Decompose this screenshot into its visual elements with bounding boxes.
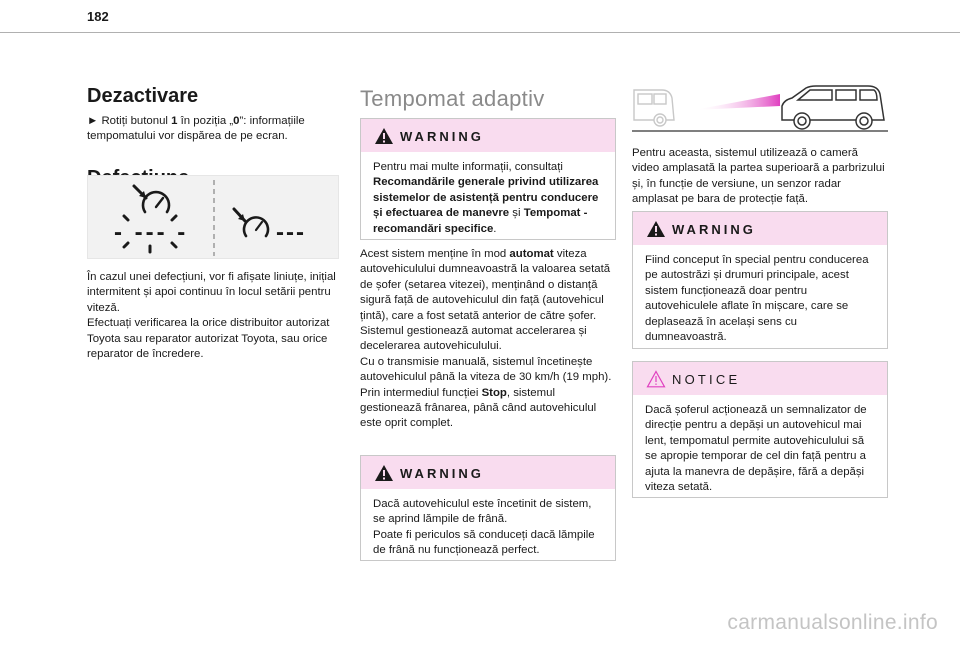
warning-header xyxy=(361,119,615,152)
body-para-1 xyxy=(360,247,616,355)
ego-vehicle-icon xyxy=(782,86,884,129)
warning-1-bold-b: Tempomat - recomandări specifice xyxy=(373,207,588,235)
warning-1-text-c: . xyxy=(493,222,497,235)
button-number: 1 xyxy=(171,115,178,127)
fault-para-2: Efectuați verificarea la orice distribuitor autorizat Toyota sau reparator autorizat Toyota, sau orice reparator de încredere. xyxy=(87,317,330,361)
warning-1-text-a: Pentru mai multe informații, consultați xyxy=(373,161,563,173)
notice-box xyxy=(632,361,888,498)
adaptive-cruise-body xyxy=(360,247,616,432)
warning-1-text xyxy=(373,160,605,237)
notice-text: Dacă șoferul acționează un semnalizator de direcție pentru a depăși un autovehicul mai lent, tempomatul permite autovehiculului să se apropie temporar de cel din față pentru a ajuta la manevra de depășire, fără a depăși viteza setată. xyxy=(645,404,867,494)
warning-box-2 xyxy=(360,455,616,561)
fault-dashes-left: - --- - xyxy=(114,219,189,246)
body-para-1-bold: automat xyxy=(509,248,554,260)
radar-camera-illustration xyxy=(632,80,888,134)
watermark: carmanualsonline.info xyxy=(727,611,938,634)
fault-dashes-right: --- xyxy=(276,219,306,246)
warning-triangle-icon xyxy=(374,464,394,482)
warning-header xyxy=(633,212,887,245)
warning-triangle-icon xyxy=(374,127,394,145)
deactivate-text xyxy=(87,114,343,145)
deactivate-text-c: ”: informațiile tempomatului vor dispărea de pe ecran. xyxy=(87,115,305,143)
arrow-marker: ► xyxy=(87,115,99,127)
deactivate-text-b: în poziția „ xyxy=(177,115,234,127)
adaptive-cruise-heading: Tempomat adaptiv xyxy=(360,86,545,111)
fault-text-block xyxy=(87,270,343,362)
warning-title: WARNING xyxy=(400,129,484,144)
fault-display-illustration xyxy=(88,176,340,260)
body-para-3-b: , sistemul gestionează frânarea, până când autovehiculul este oprit complet. xyxy=(360,386,597,430)
warning-triangle-icon xyxy=(646,220,666,238)
warning-1-text-b: și xyxy=(509,207,524,220)
warning-2-text-2: Poate fi periculos să conduceți dacă lămpile de frână nu funcționează perfect. xyxy=(373,528,595,557)
top-rule xyxy=(0,32,960,33)
fault-para-1: În cazul unei defecțiuni, vor fi afișate liniuțe, inițial intermitent și apoi continuu în locul setării pentru viteză. xyxy=(87,271,336,314)
body-para-1-b: viteza autovehiculului dumneavoastră la valoarea setată de șofer (setarea vitezei), menținând o distanță sigură față de autovehiculul din față (autovehicul țintă), care a fost setată anterior de către șofer. Sistemul gestionează automat accelerarea și decelerarea autovehiculului. xyxy=(360,248,611,353)
warning-title: WARNING xyxy=(400,466,484,481)
warning-box-3 xyxy=(632,211,888,349)
warning-3-text: Fiind conceput în special pentru conducerea pe autostrăzi și drumuri principale, acest sistem funcționează doar pentru autovehiculele aflate în mișcare, care se deplasează în același sens cu dumneavoastră. xyxy=(645,254,869,344)
warning-box-1 xyxy=(360,118,616,240)
page-number: 182 xyxy=(87,9,109,24)
notice-triangle-icon xyxy=(646,370,666,388)
speedometer-icon-small xyxy=(234,209,268,236)
body-para-3-a: Prin intermediul funcției xyxy=(360,386,482,399)
body-para-3-bold: Stop xyxy=(481,386,507,399)
body-para-2: Cu o transmisie manuală, sistemul încetinește autovehiculul până la viteza de 30 km/h (19 mph). xyxy=(360,355,612,384)
notice-title: NOTICE xyxy=(672,372,741,387)
warning-header xyxy=(361,456,615,489)
fault-display-figure xyxy=(87,175,339,259)
radar-beam xyxy=(694,94,780,110)
body-para-1-a: Acest sistem menține în mod xyxy=(360,248,510,260)
deactivate-heading: Dezactivare xyxy=(87,85,199,107)
notice-header xyxy=(633,362,887,395)
warning-1-bold-a: Recomandările generale privind utilizarea sistemelor de asistență pentru conducere și efectuarea de manevre xyxy=(373,176,599,220)
target-vehicle-icon xyxy=(634,90,674,126)
col3-intro: Pentru aceasta, sistemul utilizează o cameră video amplasată la partea superioară a parbrizului și, în funcție de versiune, un senzor radar amplasat pe bara de protecție față. xyxy=(632,147,885,206)
position-zero: 0 xyxy=(233,115,240,127)
deactivate-text-a: Rotiți butonul xyxy=(101,115,172,127)
warning-2-text: Dacă autovehiculul este încetinit de sistem, se aprind lămpile de frână. xyxy=(373,498,592,526)
warning-title: WARNING xyxy=(672,222,756,237)
col3-intro-block xyxy=(632,146,888,208)
body-para-3 xyxy=(360,386,616,432)
column-left xyxy=(87,80,343,190)
